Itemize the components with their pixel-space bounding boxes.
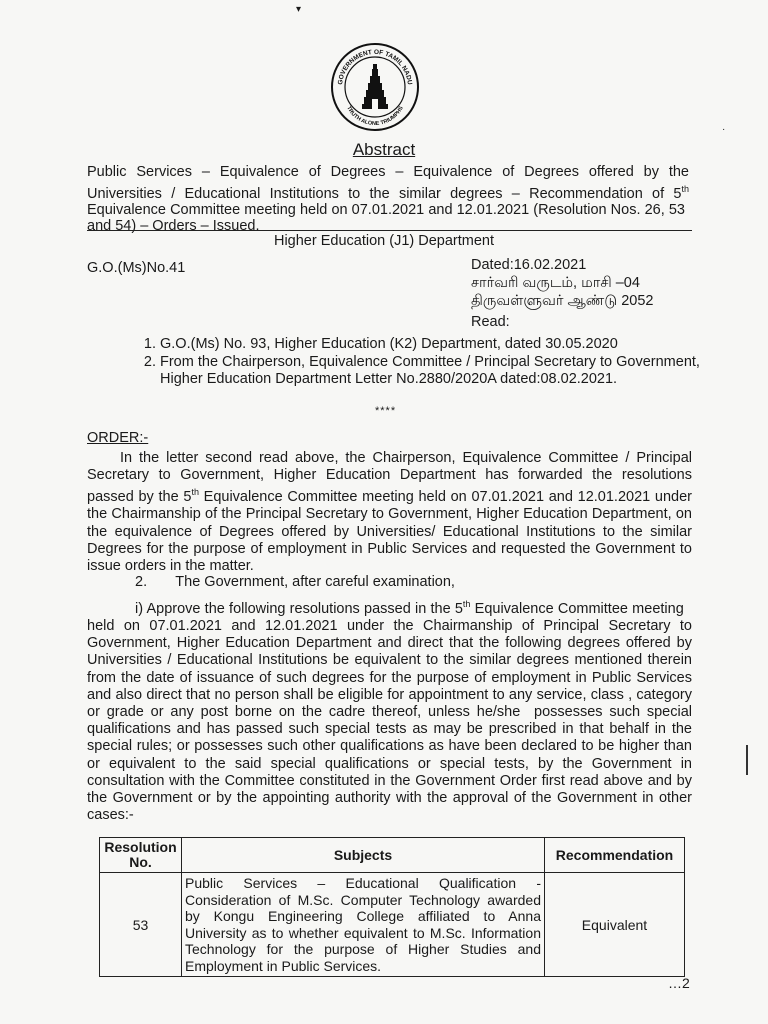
page-continuation: …2 — [668, 975, 690, 991]
resolution-no-cell: 53 — [100, 873, 182, 977]
date-english: Dated:16.02.2021 — [471, 257, 587, 273]
go-number: G.O.(Ms)No.41 — [87, 260, 186, 276]
header-resolution-no: Resolution No. — [100, 838, 182, 873]
abstract-title: Abstract — [352, 140, 416, 159]
scan-mark: ▾ — [296, 4, 302, 15]
read-label: Read: — [471, 314, 510, 330]
resolution-table — [99, 837, 685, 977]
reference-item: 1. G.O.(Ms) No. 93, Higher Education (K2) Department, dated 30.05.2020 — [160, 336, 705, 353]
date-block — [471, 256, 653, 310]
order-paragraph-1: In the letter second read above, the Chairperson, Equivalence Committee / Principal Secretary to Government, Higher Education Department has forwarded the resolutions passed by the 5th Equivalence Committee meeting held on 07.01.2021 and 12.01.2021 under the Chairmanship of the Principal Secretary to Government, Higher Education Department, on the equivalence of Degrees offered by Universities/ Educational Institutions to the similar Degrees for the purpose of employment in Public Services and requested the Government to issue orders in the matter. — [87, 450, 692, 575]
header-subjects: Subjects — [182, 838, 545, 873]
order-subject: Public Services – Equivalence of Degrees – Equivalence of Degrees offered by the Universities / Educational Institutions to the similar degrees – Recommendation of 5th Equivalence Committee meeting held on 07.01.2021 and 12.01.2021 (Resolution Nos. 26, 53 and 54) – Orders – Issued. — [87, 164, 689, 235]
scan-mark: · — [722, 124, 726, 135]
reference-item: 2. From the Chairperson, Equivalence Committee / Principal Secretary to Government, Higher Education Department Letter No.2880/2020A dated:08.02.2021. — [160, 354, 705, 388]
tamil-nadu-emblem — [330, 42, 420, 132]
subject-cell: Public Services – Educational Qualification - Consideration of M.Sc. Computer Technology awarded by Kongu Engineering College affiliated to Anna University as to whether equivalent to M.Sc. Information Technology for the purpose of Higher Studies and Employment in Public Services. — [182, 873, 545, 977]
department-name: Higher Education (J1) Department — [273, 233, 495, 249]
scan-mark — [746, 745, 748, 775]
svg-text:GOVERNMENT OF TAMIL NADU: GOVERNMENT OF TAMIL NADU — [337, 48, 413, 86]
table-row — [100, 873, 685, 977]
divider — [87, 230, 692, 231]
separator-stars: **** — [375, 405, 397, 417]
order-heading: ORDER:- — [87, 430, 149, 446]
svg-text:TRUTH ALONE TRIUMPHS: TRUTH ALONE TRIUMPHS — [345, 105, 405, 128]
date-tamil-thiruvalluvar: திருவள்ளுவர் ஆண்டு 2052 — [471, 293, 654, 309]
reference-list — [130, 336, 705, 389]
order-paragraph-2: 2. The Government, after careful examination, — [135, 574, 455, 590]
table-header-row — [100, 838, 685, 873]
header-recommendation: Recommendation — [545, 838, 685, 873]
recommendation-cell: Equivalent — [545, 873, 685, 977]
date-tamil-year: சார்வரி வருடம், மாசி –04 — [471, 275, 640, 291]
order-paragraph-3: i) Approve the following resolutions passed in the 5th Equivalence Committee meeting held on 07.01.2021 and 12.01.2021 under the Chairmanship of Principal Secretary to Government, Higher Education Department and direct that the following degrees offered by Universities / Educational Institutions be equivalent to the similar degrees mentioned therein from the date of issuance of such degrees for the purpose of employment in Public Services and also direct that no person shall be eligible for appointment to any service, class , category or grade or any post borne on the cadre thereof, unless he/she possesses such special qualifications and has passed such special tests as may be prescribed in that behalf in the special rules; or possesses such other qualifications as have been declared to be higher than or equivalent to the said special qualifications or special tests, by the Government in consultation with the Committee constituted in the Government Order first read above and by the Government or by the appointing authority with the approval of the Government in other cases:- — [87, 599, 692, 824]
